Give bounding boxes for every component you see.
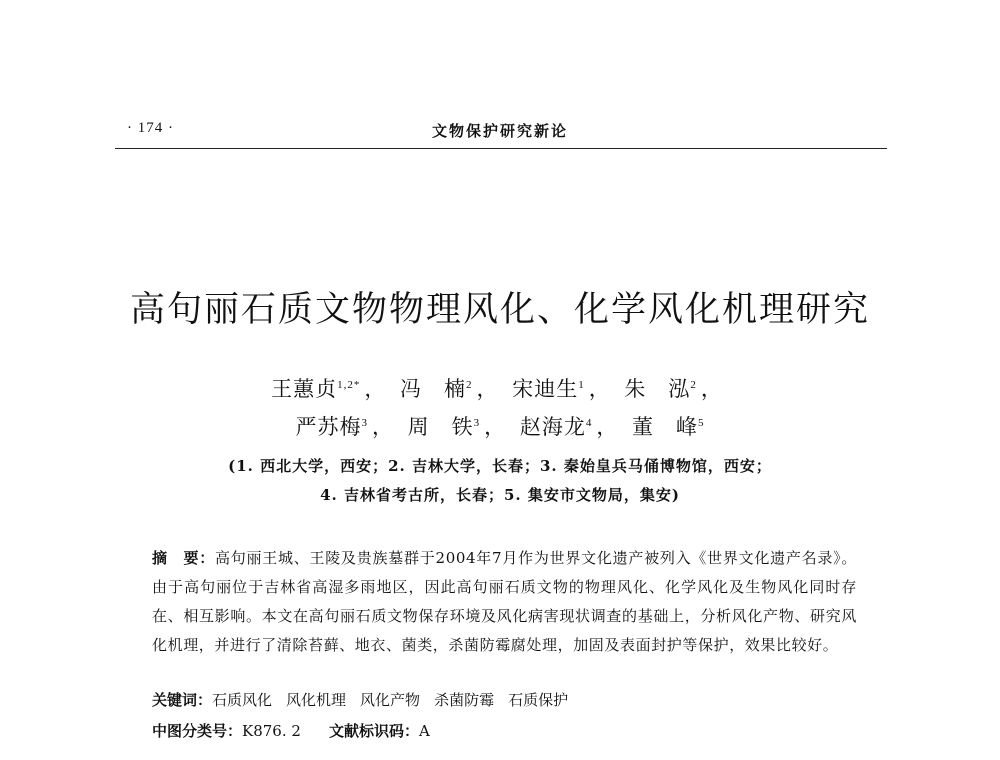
author-name: 董 峰 [632,415,699,439]
author-affil-mark: 1,2* [337,379,361,391]
author-affil-mark: 1 [578,379,585,391]
author-affil-mark: 5 [698,417,705,429]
author-separator: ， [700,377,723,401]
classification-line [152,720,430,741]
running-header [115,118,885,146]
keyword: 石质保护 [508,691,569,709]
author-name: 宋迪生 [512,377,579,401]
author-separator: ， [596,415,619,439]
author-separator: ， [588,377,611,401]
keywords-label: 关键词： [152,691,213,709]
author-separator: ， [364,377,387,401]
keyword: 风化机理 [286,691,347,709]
keyword: 石质风化 [212,691,273,709]
author-separator: ， [484,415,507,439]
header-rule [115,148,887,149]
keyword: 杀菌防霉 [434,691,495,709]
doc-code-value: A [418,722,430,740]
author-separator: ， [476,377,499,401]
author-line-1 [0,373,1000,403]
abstract-text: 高句丽王城、王陵及贵族墓群于2004年7月作为世界文化遗产被列入《世界文化遗产名录》。由于高句丽位于吉林省高湿多雨地区，因此高句丽石质文物的物理风化、化学风化及生物风化同时存在、相互影响。本文在高句丽石质文物保存环境及风化病害现状调查的基础上，分析风化产物、研究风化机理，并进行了清除苔藓、地衣、菌类，杀菌防霉腐处理，加固及表面封护等保护，效果比较好。 [152,549,857,654]
author-affil-mark: 2 [466,379,473,391]
abstract [152,544,857,660]
author-name: 冯 楠 [400,377,467,401]
author-name: 严苏梅 [295,415,362,439]
doc-code-label: 文献标识码： [328,722,419,740]
clc-label: 中图分类号： [152,722,243,740]
author-affil-mark: 4 [585,417,593,429]
keyword: 风化产物 [360,691,421,709]
journal-name: 文物保护研究新论 [431,122,568,140]
affiliation-line-1: (1. 西北大学，西安；2. 吉林大学，长春；3. 秦始皇兵马俑博物馆，西安； [228,457,772,475]
author-name: 朱 泓 [624,377,691,401]
author-name: 周 铁 [407,415,474,439]
article-title: 高句丽石质文物物理风化、化学风化机理研究 [129,290,870,330]
author-name: 王蕙贞 [271,377,338,401]
author-affil-mark: 2 [690,379,697,391]
page-number: · 174 · [127,120,174,136]
abstract-label: 摘 要： [152,549,216,567]
keywords-line [152,689,582,710]
affiliation-line-2: 4. 吉林省考古所，长春；5. 集安市文物局，集安) [320,486,680,504]
author-line-2 [0,411,1000,441]
clc-value: K876. 2 [242,722,301,740]
author-affil-mark: 3 [361,417,368,429]
author-separator: ， [371,415,394,439]
author-name: 赵海龙 [519,415,586,439]
author-affil-mark: 3 [473,417,481,429]
